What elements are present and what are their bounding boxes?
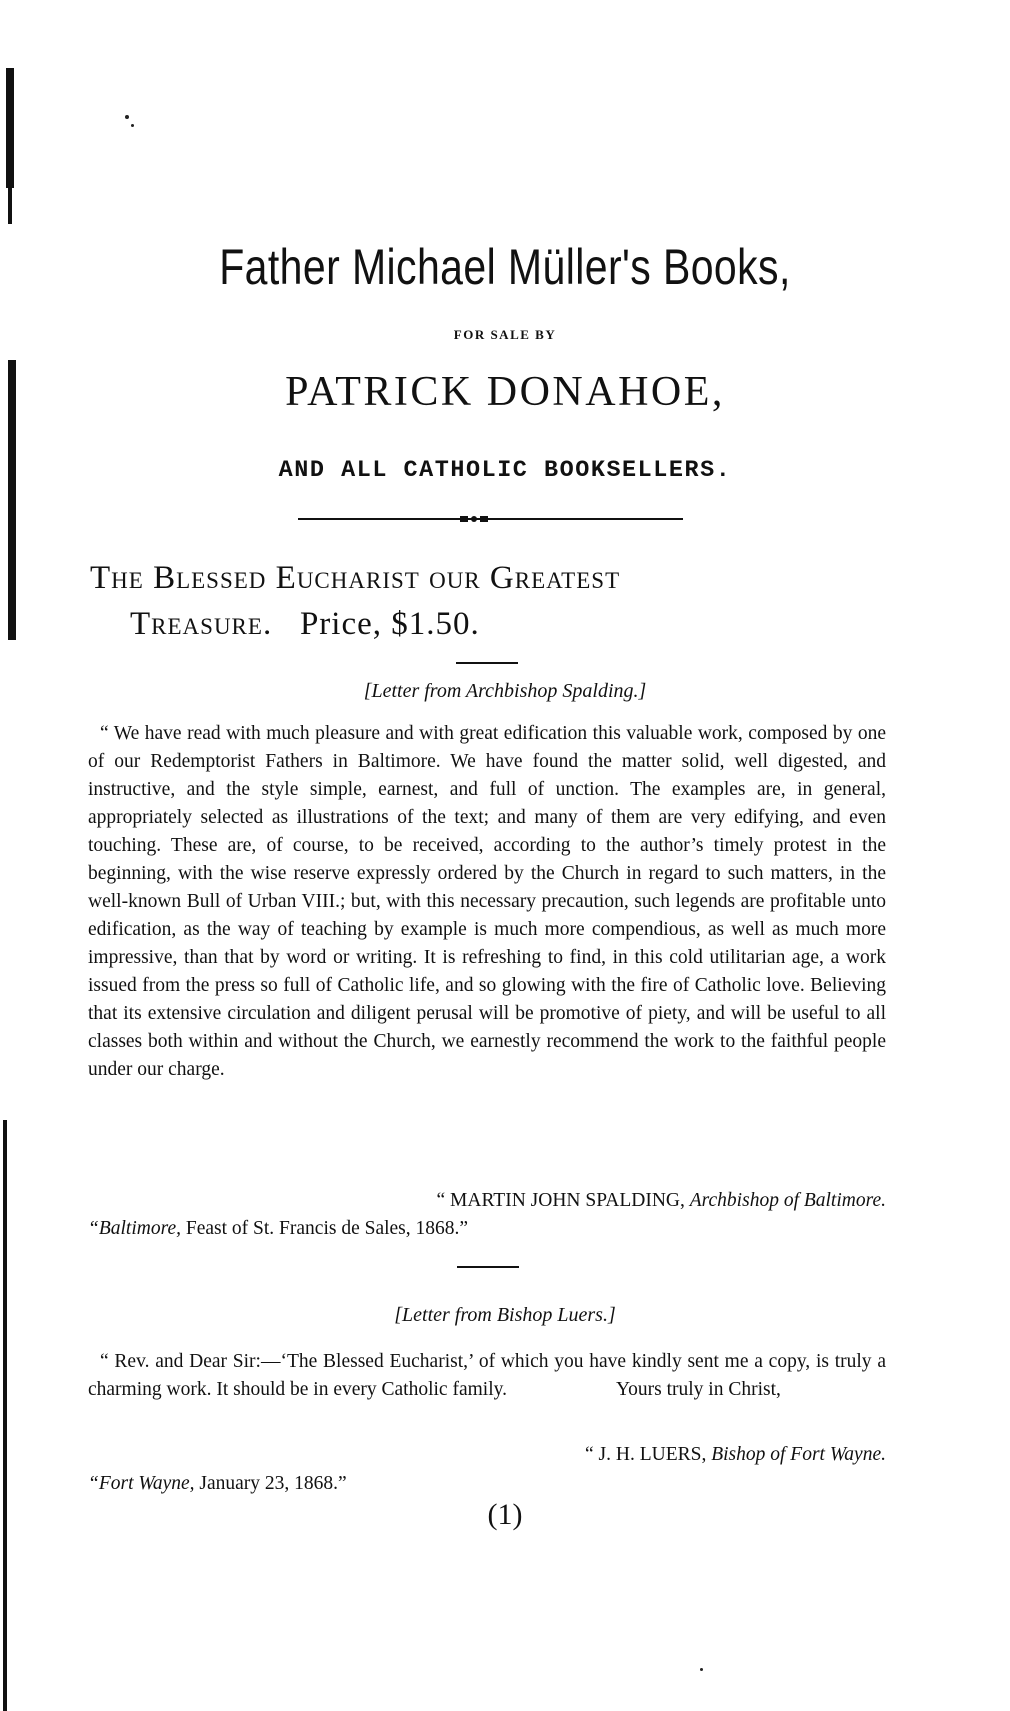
short-rule bbox=[456, 662, 518, 664]
book-title-word: Treasure. bbox=[130, 606, 273, 642]
dateline-place: “Fort Wayne, bbox=[88, 1473, 195, 1494]
scan-speck bbox=[700, 1668, 703, 1671]
dateline-date: Feast of St. Francis de Sales, 1868.” bbox=[185, 1218, 469, 1239]
ornament-rule bbox=[298, 514, 683, 524]
publisher-name: PATRICK DONAHOE, bbox=[285, 369, 725, 415]
scan-speck bbox=[125, 115, 129, 119]
letter1-dateline bbox=[88, 1218, 468, 1240]
page-number: (1) bbox=[487, 1498, 523, 1531]
signer-title: Bishop of Fort Wayne. bbox=[711, 1444, 886, 1465]
scan-edge-mark bbox=[8, 188, 12, 224]
letter2-text: “ Rev. and Dear Sir:—‘The Blessed Eucharist,’ of which you have kindly sent me a copy, is truly a charming work. It should be in every Catholic family. bbox=[88, 1351, 886, 1400]
short-rule bbox=[457, 1266, 519, 1268]
letter1-body: “ We have read with much pleasure and with great edification this valuable work, composed by one of our Redemptorist Fathers in Baltimore. We have found the matter solid, well digested, and instructive, and the style simple, earnest, and full of unction. The examples are, in general, appropriately selected as illustrations of the text; and many of them are very edifying, and even touching. These are, of course, to be received, according to the author’s timely protest in the beginning, with the wise reserve expressly ordered by the Church in regard to such matters, in the well-known Bull of Urban VIII.; but, with this necessary precaution, such legends are profitable unto edification, as the way of teaching by example is much more compendious, as well as much more impressive, than that by word or writing. It is refreshing to find, in this cold utilitarian age, a work issued from the press so full of Catholic life, and so glowing with the fire of Catholic love. Believing that its extensive circulation and diligent perusal will be promotive of piety, and will be useful to all classes both within and without the Church, we earnestly recommend the work to the faithful people under our charge. bbox=[88, 723, 886, 1080]
signer-name: “ MARTIN JOHN SPALDING, bbox=[436, 1190, 685, 1211]
booksellers-line: AND ALL CATHOLIC BOOKSELLERS. bbox=[278, 457, 732, 483]
signer-name: “ J. H. LUERS, bbox=[585, 1444, 707, 1465]
letter2-signature bbox=[585, 1444, 886, 1466]
signer-title: Archbishop of Baltimore. bbox=[689, 1190, 886, 1211]
letter2-closing: Yours truly in Christ, bbox=[616, 1379, 781, 1400]
book-title-line1: The Blessed Eucharist our Greatest bbox=[90, 560, 621, 596]
scan-edge-mark bbox=[6, 68, 14, 188]
page-title: Father Michael Müller's Books, bbox=[219, 239, 791, 295]
letter1-signature bbox=[437, 1190, 887, 1212]
book-title-line2 bbox=[130, 606, 480, 643]
letter2-caption: [Letter from Bishop Luers.] bbox=[394, 1304, 616, 1326]
book-price: Price, $1.50. bbox=[299, 606, 480, 642]
scan-edge-mark bbox=[3, 1120, 7, 1711]
scan-speck bbox=[131, 124, 134, 127]
letter2-dateline bbox=[88, 1473, 347, 1495]
dateline-date: January 23, 1868.” bbox=[199, 1473, 347, 1494]
for-sale-label: FOR SALE BY bbox=[453, 327, 557, 342]
letter1-caption: [Letter from Archbishop Spalding.] bbox=[363, 680, 647, 702]
dateline-place: “Baltimore, bbox=[88, 1218, 181, 1239]
letter2-body bbox=[88, 1348, 886, 1404]
